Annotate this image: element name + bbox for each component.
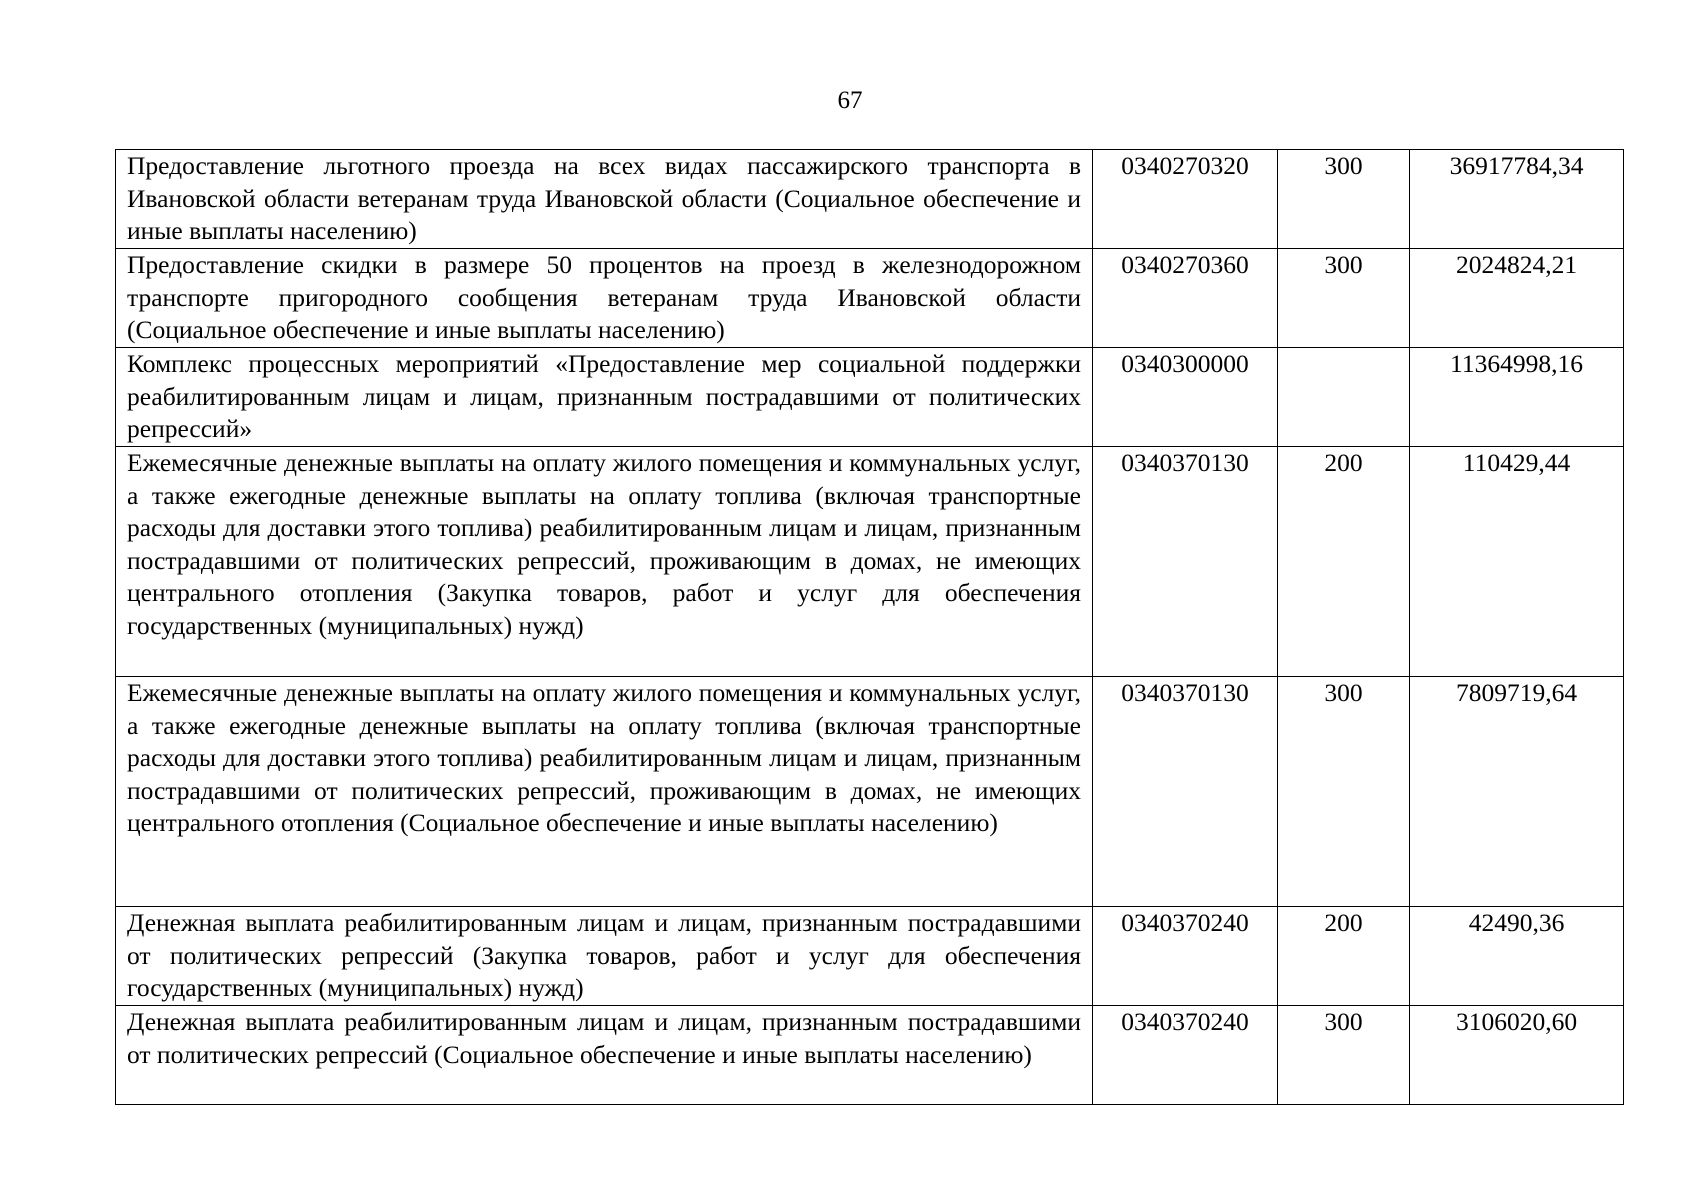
item-name: Ежемесячные денежные выплаты на оплату жилого помещения и коммунальных услуг, а также ежегодные денежные выплаты на оплату топлива (включая транспортные расходы для доставки этого топлива) реабилитированным лицам и лицам, признанным пострадавшими от политических репрессий, проживающим в домах, не имеющих центрального отопления (Социальное обеспечение и иные выплаты населению)	[116, 677, 1093, 907]
budget-table	[115, 149, 1624, 1105]
item-name: Предоставление льготного проезда на всех видах пассажирского транспорта в Ивановской области ветеранам труда Ивановской области (Социальное обеспечение и иные выплаты населению)	[116, 150, 1093, 249]
amount: 36917784,34	[1410, 150, 1624, 249]
expense-type-code: 300	[1278, 150, 1410, 249]
table-row	[116, 150, 1624, 249]
page-number: 67	[837, 87, 863, 114]
item-name: Предоставление скидки в размере 50 процентов на проезд в железнодорожном транспорте пригородного сообщения ветеранам труда Ивановской области (Социальное обеспечение и иные выплаты населению)	[116, 249, 1093, 348]
target-article-code: 0340370240	[1093, 907, 1278, 1006]
amount: 42490,36	[1410, 907, 1624, 1006]
target-article-code: 0340370240	[1093, 1006, 1278, 1105]
target-article-code: 0340370130	[1093, 677, 1278, 907]
target-article-code: 0340270360	[1093, 249, 1278, 348]
expense-type-code: 300	[1278, 677, 1410, 907]
expense-type-code: 200	[1278, 447, 1410, 677]
item-name: Ежемесячные денежные выплаты на оплату жилого помещения и коммунальных услуг, а также ежегодные денежные выплаты на оплату топлива (включая транспортные расходы для доставки этого топлива) реабилитированным лицам и лицам, признанным пострадавшими от политических репрессий, проживающим в домах, не имеющих центрального отопления (Закупка товаров, работ и услуг для обеспечения государственных (муниципальных) нужд)	[116, 447, 1093, 677]
target-article-code: 0340370130	[1093, 447, 1278, 677]
amount: 3106020,60	[1410, 1006, 1624, 1105]
expense-type-code: 300	[1278, 249, 1410, 348]
amount: 11364998,16	[1410, 348, 1624, 447]
table-row	[116, 677, 1624, 907]
amount: 110429,44	[1410, 447, 1624, 677]
expense-type-code: 200	[1278, 907, 1410, 1006]
table-row	[116, 1006, 1624, 1105]
target-article-code: 0340270320	[1093, 150, 1278, 249]
target-article-code: 0340300000	[1093, 348, 1278, 447]
item-name: Комплекс процессных мероприятий «Предоставление мер социальной поддержки реабилитированным лицам и лицам, признанным пострадавшими от политических репрессий»	[116, 348, 1093, 447]
table-row	[116, 907, 1624, 1006]
amount: 2024824,21	[1410, 249, 1624, 348]
item-name: Денежная выплата реабилитированным лицам и лицам, признанным пострадавшими от политических репрессий (Социальное обеспечение и иные выплаты населению)	[116, 1006, 1093, 1105]
amount: 7809719,64	[1410, 677, 1624, 907]
table-row	[116, 348, 1624, 447]
item-name: Денежная выплата реабилитированным лицам и лицам, признанным пострадавшими от политических репрессий (Закупка товаров, работ и услуг для обеспечения государственных (муниципальных) нужд)	[116, 907, 1093, 1006]
table-row	[116, 249, 1624, 348]
expense-type-code: 300	[1278, 1006, 1410, 1105]
expense-type-code	[1278, 348, 1410, 447]
table-row	[116, 447, 1624, 677]
